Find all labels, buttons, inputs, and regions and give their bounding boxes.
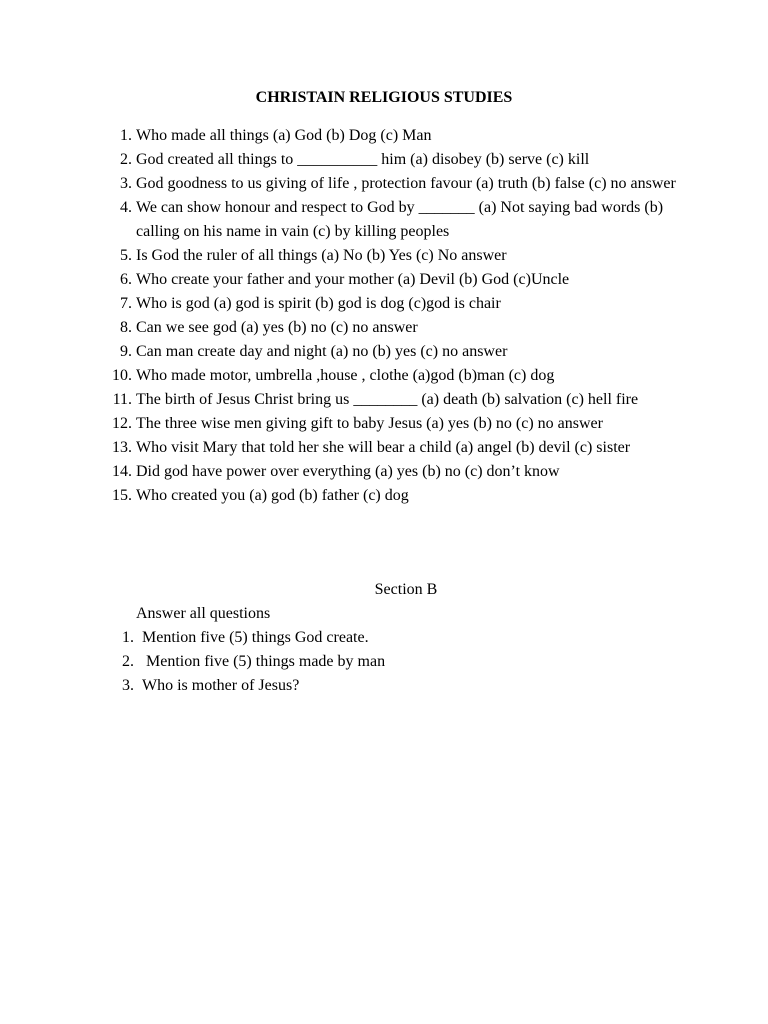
question-text: Who create your father and your mother (a) Devil (b) God (c)Uncle	[136, 271, 570, 288]
question-item	[100, 650, 690, 674]
section-b-question-list	[100, 626, 690, 698]
question-text: Is God the ruler of all things (a) No (b) Yes (c) No answer	[136, 247, 507, 264]
question-number: 1.	[120, 127, 132, 144]
question-item	[100, 412, 690, 436]
question-text: Mention five (5) things made by man	[142, 653, 386, 670]
question-item	[100, 172, 690, 196]
question-number: 6.	[120, 271, 132, 288]
section-a-question-list	[100, 124, 690, 508]
question-number: 9.	[120, 343, 132, 360]
question-number: 7.	[120, 295, 132, 312]
question-text: God created all things to __________ him (a) disobey (b) serve (c) kill	[136, 151, 590, 168]
question-number: 10.	[112, 367, 132, 384]
question-text: Did god have power over everything (a) yes (b) no (c) don’t know	[136, 463, 560, 480]
question-number: 2.	[120, 151, 132, 168]
question-text: Who visit Mary that told her she will bear a child (a) angel (b) devil (c) sister	[136, 439, 631, 456]
question-text: Can man create day and night (a) no (b) yes (c) no answer	[136, 343, 508, 360]
question-item	[100, 268, 690, 292]
question-text: Who is god (a) god is spirit (b) god is dog (c)god is chair	[136, 295, 501, 312]
question-number: 1.	[122, 629, 134, 646]
question-number: 2.	[122, 653, 134, 670]
question-number: 11.	[112, 391, 132, 408]
question-item	[100, 196, 690, 244]
question-text: The birth of Jesus Christ bring us ________ (a) death (b) salvation (c) hell fire	[136, 391, 639, 408]
section-b-instruction: Answer all questions	[136, 605, 271, 622]
question-item	[100, 460, 690, 484]
question-text: Who is mother of Jesus?	[142, 677, 300, 694]
question-item	[100, 388, 690, 412]
section-b-heading: Section B	[374, 581, 438, 598]
question-item	[100, 674, 690, 698]
question-number: 4.	[120, 199, 132, 216]
question-number: 3.	[122, 677, 134, 694]
question-text: The three wise men giving gift to baby Jesus (a) yes (b) no (c) no answer	[136, 415, 603, 432]
question-text: Who created you (a) god (b) father (c) dog	[136, 487, 409, 504]
question-number: 5.	[120, 247, 132, 264]
question-text: Can we see god (a) yes (b) no (c) no answer	[136, 319, 418, 336]
question-number: 13.	[112, 439, 132, 456]
question-item	[100, 626, 690, 650]
question-item	[100, 364, 690, 388]
question-item	[100, 148, 690, 172]
question-text: God goodness to us giving of life , protection favour (a) truth (b) false (c) no answer	[136, 175, 676, 192]
question-item	[100, 124, 690, 148]
question-item	[100, 340, 690, 364]
question-item	[100, 316, 690, 340]
question-number: 14.	[112, 463, 132, 480]
question-text: Mention five (5) things God create.	[142, 629, 369, 646]
question-number: 8.	[120, 319, 132, 336]
question-item	[100, 292, 690, 316]
question-text: We can show honour and respect to God by _______ (a) Not saying bad words (b) calling on his name in vain (c) by killing peoples	[136, 199, 664, 240]
question-item	[100, 244, 690, 268]
question-item	[100, 484, 690, 508]
question-item	[100, 436, 690, 460]
question-number: 3.	[120, 175, 132, 192]
question-text: Who made motor, umbrella ,house , clothe (a)god (b)man (c) dog	[136, 367, 555, 384]
question-number: 15.	[112, 487, 132, 504]
question-number: 12.	[112, 415, 132, 432]
question-text: Who made all things (a) God (b) Dog (c) Man	[136, 127, 432, 144]
document-title: CHRISTAIN RELIGIOUS STUDIES	[255, 89, 513, 106]
